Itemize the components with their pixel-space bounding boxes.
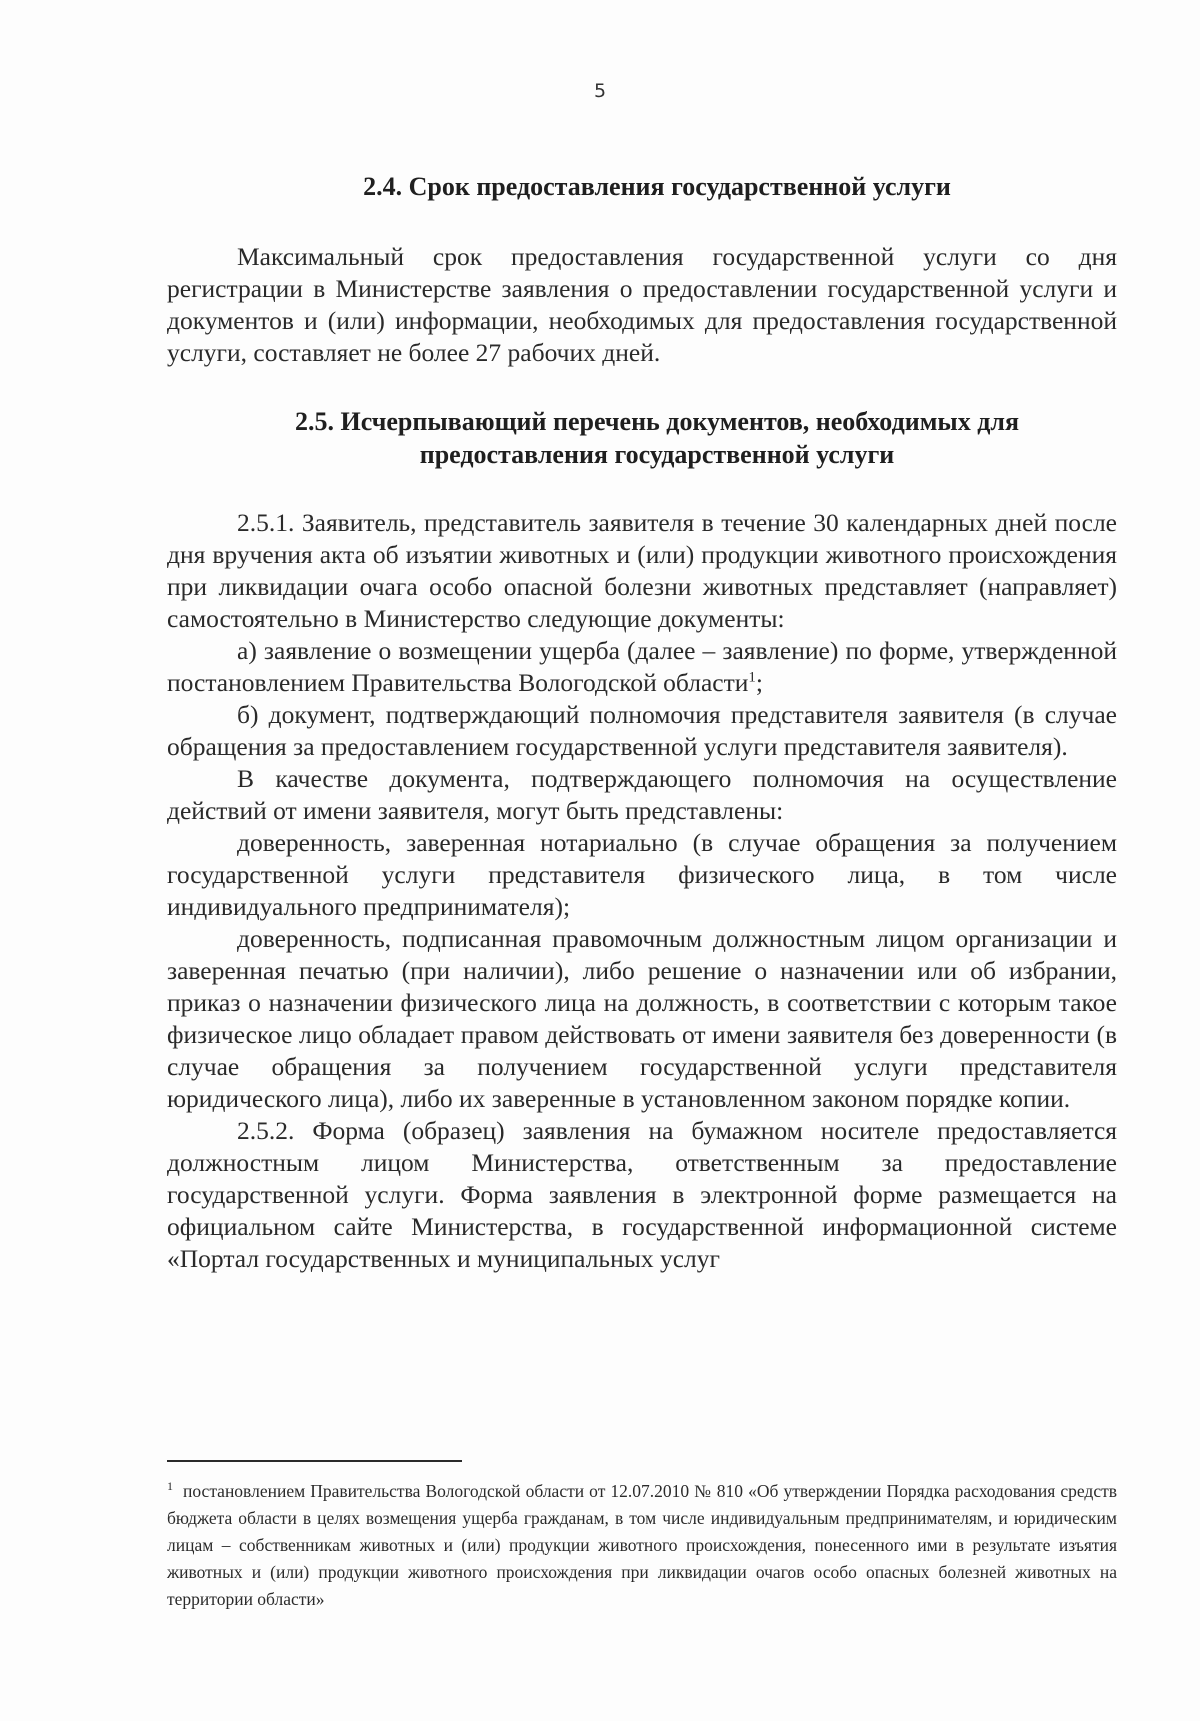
page-number: 5 [593,80,607,102]
footnote-separator [167,1460,462,1462]
footnote-reference: 1 [748,669,756,686]
paragraph-notarial-proxy: доверенность, заверенная нотариально (в случае обращения за получением государственной услуги представителя физического лица, в том числе индивидуального предпринимателя); [167,828,1117,921]
section-2-4-paragraph: Максимальный срок предоставления государственной услуги со дня регистрации в Министерстве заявления о предоставлении государственной услуги и документов и (или) информации, необходимых для предоставления государственной услуги, составляет не более 27 рабочих дней. [167,242,1117,367]
paragraph-2-5-2: 2.5.2. Форма (образец) заявления на бумажном носителе предоставляется должностным лицом Министерства, ответственным за предоставление государственной услуги. Форма заявления в электронной форме размещается на официальном сайте Министерства, в государственной информационной системе «Портал государственных и муниципальных услуг [167,1116,1117,1273]
section-2-5-heading-line2: предоставления государственной услуги [419,440,895,469]
paragraph-authority: В качестве документа, подтверждающего полномочия на осуществление действий от имени заявителя, могут быть представлены: [167,764,1117,825]
item-a-text: а) заявление о возмещении ущерба (далее – заявление) по форме, утвержденной постановлением Правительства Вологодской области [167,636,1117,697]
paragraph-signed-proxy: доверенность, подписанная правомочным должностным лицом организации и заверенная печатью (при наличии), либо решение о назначении или об избрании, приказ о назначении физического лица на должность, в соответствии с которым такое физическое лицо обладает правом действовать от имени заявителя без доверенности (в случае обращения за получением государственной услуги представителя юридического лица), либо их заверенные в установленном законом порядке копии. [167,924,1117,1113]
paragraph-2-5-1: 2.5.1. Заявитель, представитель заявителя в течение 30 календарных дней после дня вручения акта об изъятии животных и (или) продукции животного происхождения при ликвидации очага особо опасной болезни животных представляет (направляет) самостоятельно в Министерство следующие документы: [167,508,1117,633]
document-body [167,170,1117,1275]
paragraph-item-b: б) документ, подтверждающий полномочия представителя заявителя (в случае обращения за предоставлением государственной услуги представителя заявителя). [167,700,1117,761]
section-2-5-heading [167,405,1117,471]
paragraph-item-a [167,635,1117,699]
section-2-4-heading: 2.4. Срок предоставления государственной услуги [363,172,951,201]
footnote-text: постановлением Правительства Вологодской области от 12.07.2010 № 810 «Об утверждении Порядка расходования средств бюджета области в целях возмещения ущерба гражданам, в том числе индивидуальным предпринимателям, и юридическим лицам – собственникам животных и (или) продукции животного происхождения, понесенного ими в результате изъятия животных и (или) продукции животного происхождения при ликвидации очагов особо опасных болезней животных на территории области» [167,1481,1117,1609]
section-2-5-heading-line1: 2.5. Исчерпывающий перечень документов, необходимых для [294,407,1020,436]
footnote [167,1478,1117,1613]
item-a-end: ; [755,668,763,697]
footnote-marker: 1 [167,1479,173,1494]
